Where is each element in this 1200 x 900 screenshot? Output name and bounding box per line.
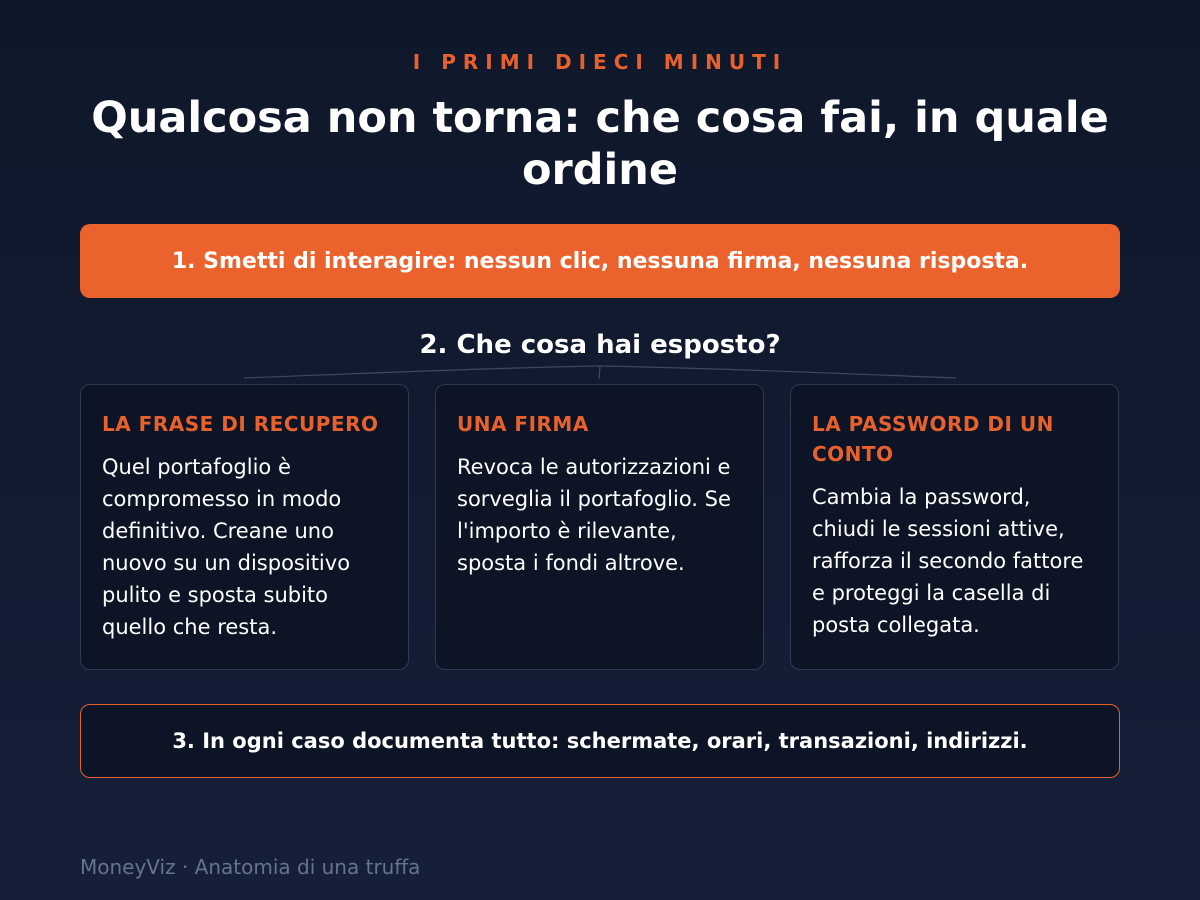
step-3-banner: [80, 704, 1120, 778]
card-signature: [435, 384, 764, 670]
card-account-password: [790, 384, 1119, 670]
card-body: Cambia la password, chiudi le sessioni attive, rafforza il secondo fattore e proteggi la casella di posta collegata.: [812, 485, 1084, 637]
footer-credit: MoneyViz · Anatomia di una truffa: [80, 855, 421, 879]
card-recovery-phrase: [80, 384, 409, 670]
card-body: Revoca le autorizzazioni e sorveglia il portafoglio. Se l'importo è rilevante, sposta i fondi altrove.: [457, 455, 731, 575]
step-1-text: 1. Smetti di interagire: nessun clic, nessuna firma, nessuna risposta.: [171, 248, 1029, 274]
card-title: LA PASSWORD DI UN CONTO: [812, 412, 1054, 466]
card-title: UNA FIRMA: [457, 412, 589, 436]
connector-line-right: [600, 366, 956, 378]
card-body: Quel portafoglio è compromesso in modo definitivo. Creane uno nuovo su un dispositivo pulito e sposta subito quello che resta.: [102, 455, 351, 639]
eyebrow-label: I PRIMI DIECI MINUTI: [412, 50, 788, 74]
page-title: Qualcosa non torna: che cosa fai, in quale ordine: [91, 93, 1109, 195]
card-title: LA FRASE DI RECUPERO: [102, 412, 379, 436]
connector-line-center: [599, 366, 600, 379]
step-2-question: 2. Che cosa hai esposto?: [419, 330, 781, 360]
connector-line-left: [244, 366, 600, 378]
step-3-text: 3. In ogni caso documenta tutto: schermate, orari, transazioni, indirizzi.: [172, 729, 1028, 753]
step-1-banner: [80, 224, 1120, 298]
